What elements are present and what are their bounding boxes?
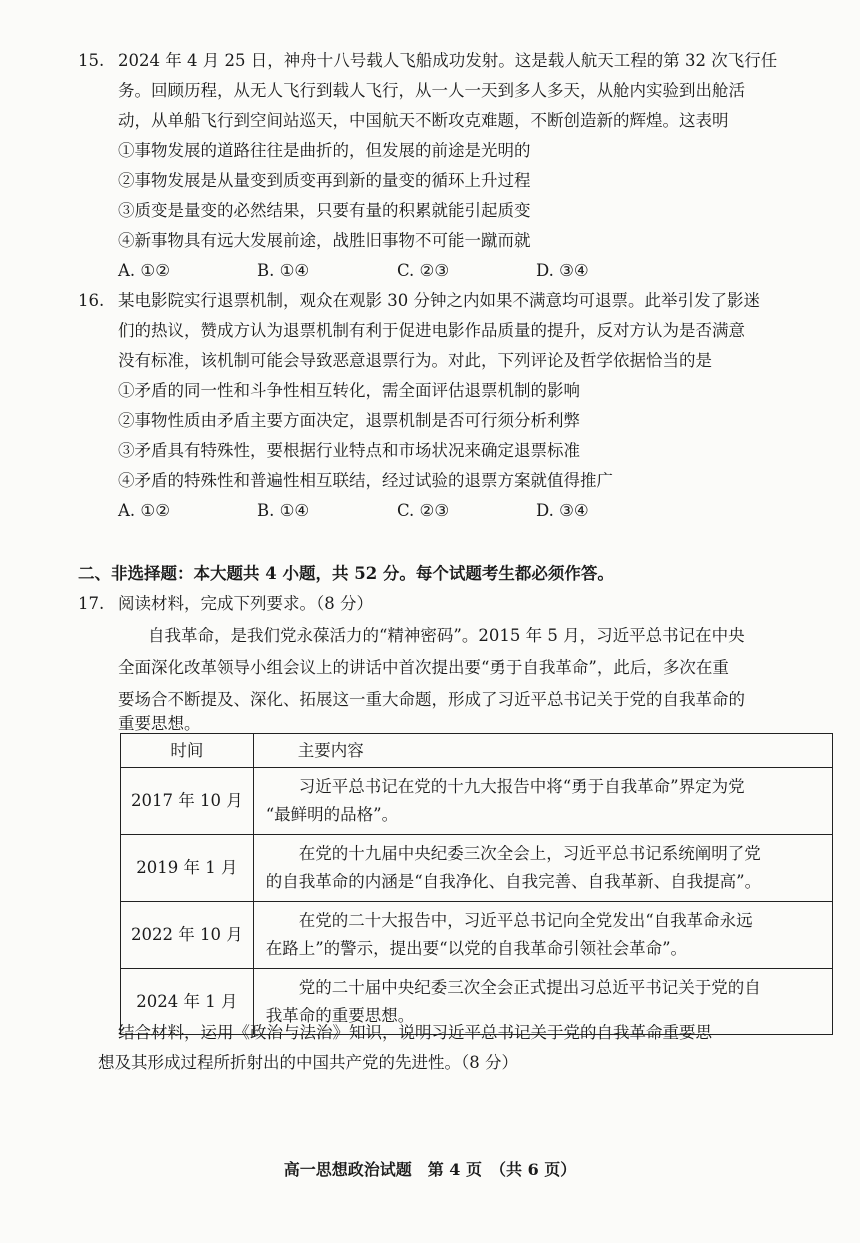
- question-number: 17.: [78, 594, 105, 613]
- material-line: 重要思想。: [118, 714, 201, 733]
- statement-item: ①矛盾的同一性和斗争性相互转化，需全面评估退票机制的影响: [118, 381, 580, 400]
- option-c: C. ②③: [397, 501, 450, 520]
- question-stem-line: 务。回顾历程，从无人飞行到载人飞行，从一人一天到多人多天，从舱内实验到出舱活: [118, 81, 745, 100]
- question-number: 15.: [78, 51, 105, 70]
- question-stem-line: 动，从单船飞行到空间站巡天，中国航天不断攻克难题，不断创造新的辉煌。这表明: [118, 111, 729, 130]
- option-d: D. ③④: [536, 501, 589, 520]
- row-time: 2024 年 1 月: [121, 969, 254, 1035]
- question-stem-line: 们的热议，赞成方认为退票机制有利于促进电影作品质量的提升，反对方认为是否满意: [118, 321, 745, 340]
- header-time: 时间: [121, 734, 254, 768]
- task-line: 结合材料，运用《政治与法治》知识，说明习近平总书记关于党的自我革命重要思: [118, 1023, 712, 1042]
- material-line: 要场合不断提及、深化、拓展这一重大命题，形成了习近平总书记关于党的自我革命的: [118, 690, 745, 709]
- task-line: 想及其形成过程所折射出的中国共产党的先进性。（8 分）: [98, 1053, 518, 1072]
- section-heading: 二、非选择题：本大题共 4 小题，共 52 分。每个试题考生都必须作答。: [78, 564, 614, 583]
- row-time: 2022 年 10 月: [121, 902, 254, 969]
- table-row: [121, 835, 833, 902]
- statement-item: ④矛盾的特殊性和普遍性相互联结，经过试验的退票方案就值得推广: [118, 471, 613, 490]
- row-content: [253, 768, 832, 835]
- table-row: [121, 768, 833, 835]
- row-content-line: 党的二十届中央纪委三次全会正式提出习总近平书记关于党的自: [298, 977, 761, 997]
- row-content-line: “最鲜明的品格”。: [265, 805, 399, 824]
- timeline-table: [120, 733, 833, 1035]
- row-content-line: 在路上”的警示，提出要“以党的自我革命引领社会革命”。: [265, 939, 688, 958]
- question-stem-line: 没有标准，该机制可能会导致恶意退票行为。对此，下列评论及哲学依据恰当的是: [118, 351, 712, 370]
- option-b: B. ①④: [257, 501, 310, 520]
- page-footer: 高一思想政治试题 第 4 页 （共 6 页）: [283, 1160, 577, 1179]
- statement-item: ③矛盾具有特殊性，要根据行业特点和市场状况来确定退票标准: [118, 441, 580, 460]
- table-row: [121, 902, 833, 969]
- row-content-line: 在党的二十大报告中，习近平总书记向全党发出“自我革命永远: [298, 911, 753, 930]
- material-line: 全面深化改革领导小组会议上的讲话中首次提出要“勇于自我革命”，此后，多次在重: [118, 658, 729, 677]
- row-time: 2019 年 1 月: [121, 835, 254, 902]
- row-content-line: 我革命的重要思想。: [265, 1005, 415, 1025]
- question-stem-line: 某电影院实行退票机制，观众在观影 30 分钟之内如果不满意均可退票。此举引发了影迷: [118, 291, 760, 310]
- statement-item: ③质变是量变的必然结果，只要有量的积累就能引起质变: [118, 201, 531, 220]
- option-c: C. ②③: [397, 261, 450, 280]
- row-content-line: 习近平总书记在党的十九大报告中将“勇于自我革命”界定为党: [298, 777, 745, 796]
- option-a: A. ①②: [118, 501, 170, 520]
- material-line: 自我革命，是我们党永葆活力的“精神密码”。2015 年 5 月，习近平总书记在中央: [148, 626, 745, 645]
- statement-item: ②事物发展是从量变到质变再到新的量变的循环上升过程: [118, 171, 531, 190]
- row-content: [253, 902, 832, 969]
- option-b: B. ①④: [257, 261, 310, 280]
- option-a: A. ①②: [118, 261, 170, 280]
- question-stem-line: 2024 年 4 月 25 日，神舟十八号载人飞船成功发射。这是载人航天工程的第 32 次飞行任: [118, 51, 778, 70]
- option-d: D. ③④: [536, 261, 589, 280]
- question-number: 16.: [78, 291, 105, 310]
- statement-item: ②事物性质由矛盾主要方面决定，退票机制是否可行须分析利弊: [118, 411, 580, 430]
- row-content: [253, 835, 832, 902]
- row-content-line: 的自我革命的内涵是“自我净化、自我完善、自我革新、自我提高”。: [265, 872, 762, 891]
- statement-item: ①事物发展的道路往往是曲折的，但发展的前途是光明的: [118, 141, 531, 160]
- statement-item: ④新事物具有远大发展前途，战胜旧事物不可能一蹴而就: [118, 231, 531, 250]
- table-header-row: [121, 734, 833, 768]
- header-content: 主要内容: [253, 734, 832, 768]
- question-intro: 阅读材料，完成下列要求。（8 分）: [118, 594, 373, 613]
- row-content-line: 在党的十九届中央纪委三次全会上，习近平总书记系统阐明了党: [298, 844, 761, 863]
- row-time: 2017 年 10 月: [121, 768, 254, 835]
